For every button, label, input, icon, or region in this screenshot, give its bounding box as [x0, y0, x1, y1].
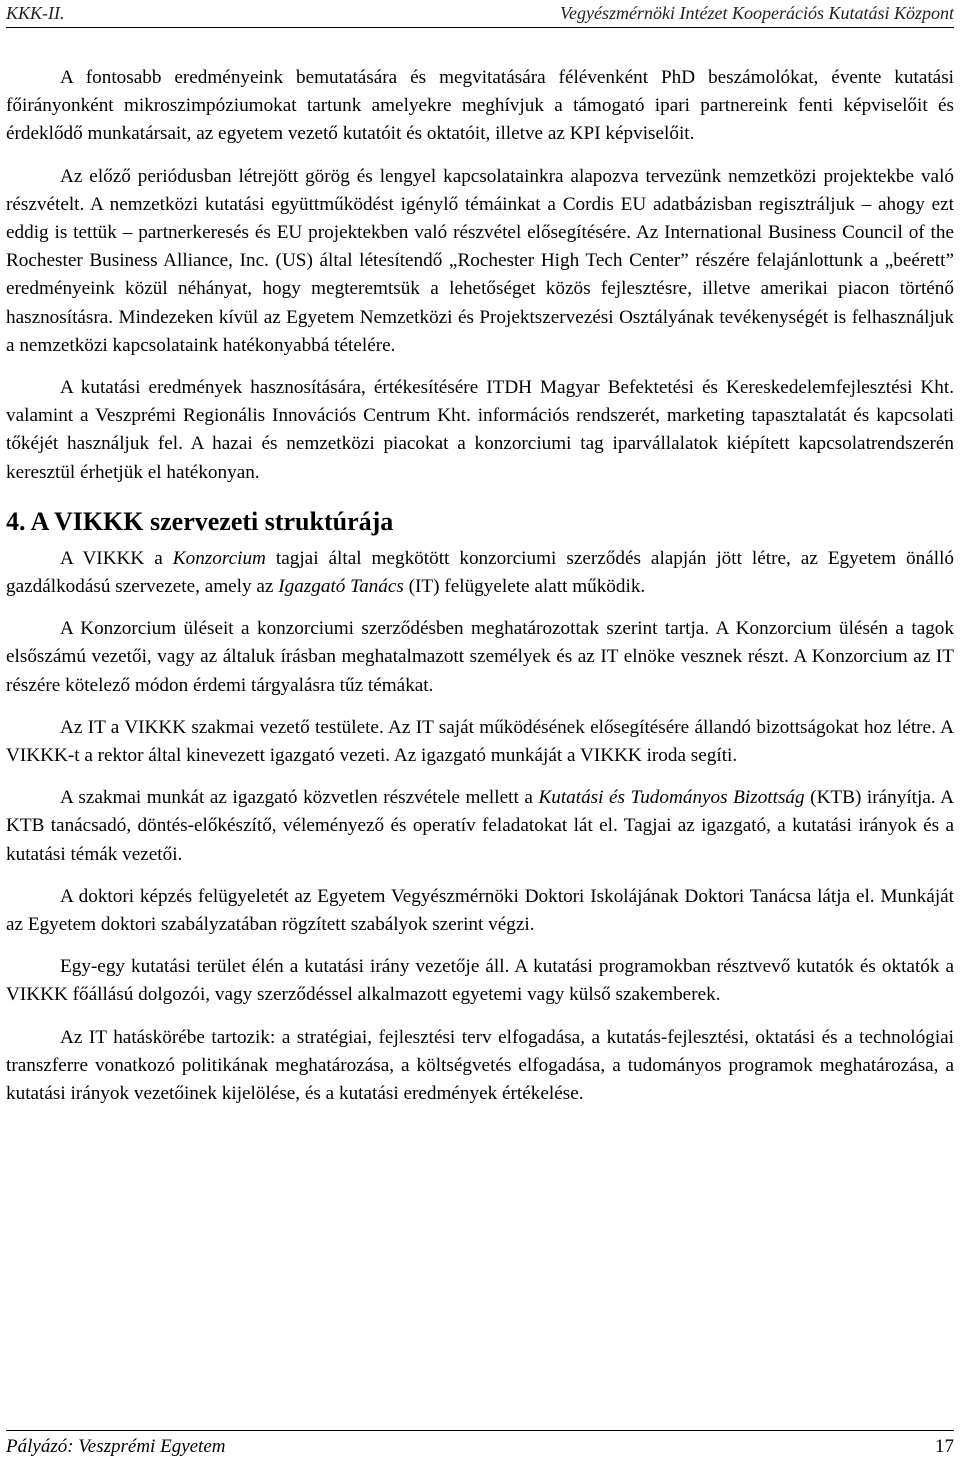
document-body: [6, 64, 954, 1108]
header-document-code: KKK-II.: [6, 3, 65, 23]
paragraph-results-presentation: A fontosabb eredményeink bemutatására és megvitatására félévenként PhD beszámolókat, évente kutatási főirányonként mikroszimpóziumokat tartunk amelyekre meghívjuk a támogató ipari partnereink fenti képviselőit és érdeklődő munkatársait, az egyetem vezető kutatóit és oktatóit, illetve az KPI képviselőit.: [6, 67, 954, 145]
paragraph-exploitation: A kutatási eredmények hasznosítására, értékesítésére ITDH Magyar Befektetési és Kereskedelemfejlesztési Kht. valamint a Veszprémi Regionális Innovációs Centrum Kht. információs rendszerét, marketing tapasztalatát és kapcsolati tőkéjét használjuk fel. A hazai és nemzetközi piacokat a konzorciumi tag iparvállalatok kiépített kapcsolatrendszerén keresztül érhetjük el hatékonyan.: [6, 377, 954, 483]
paragraph-vikkk-intro: A VIKKK a Konzorcium tagjai által megkötött konzorciumi szerződés alapján jött létre, az Egyetem önálló gazdálkodású szervezete, amely az Igazgató Tanács (IT) felügyelete alatt működik.: [6, 547, 954, 598]
paragraph-doctoral: A doktori képzés felügyeletét az Egyetem Vegyészmérnöki Doktori Iskolájának Doktori Tanácsa látja el. Munkáját az Egyetem doktori szabályzatában rögzített szabályok szerint végzi.: [6, 885, 954, 936]
paragraph-international-projects: Az előző periódusban létrejött görög és lengyel kapcsolatainkra alapozva tervezünk nemzetközi projektekbe való részvételt. A nemzetközi kutatási együttműködést igénylő témáinkat a Cordis EU adatbázisban regisztráljuk – ahogy ezt eddig is tettük – partnerkeresés és EU projektekben való részvétel elősegítésére. Az International Business Council of the Rochester Business Alliance, Inc. (US) által létesítendő „Rochester High Tech Center” részére felajánlottunk a „beérett” eredményeink közül néhányat, hogy megteremtsük a lehetőséget közös fejlesztésre, illetve amerikai piacon történő hasznosításra. Mindezeken kívül az Egyetem Nemzetközi és Projektszervezési Osztályának tevékenységét is felhasználjuk a nemzetközi kapcsolataink hatékonyabbá tételére.: [6, 165, 954, 356]
header-institution: Vegyészmérnöki Intézet Kooperációs Kutatási Központ: [560, 3, 954, 23]
paragraph-it-competence: Az IT hatáskörébe tartozik: a stratégiai, fejlesztési terv elfogadása, a kutatás-fejlesztési, oktatási és a technológiai transzferre vonatkozó politikának meghatározása, a költségvetés elfogadása, a tudományos programok meghatározása, a kutatási irányok vezetőinek kijelölése, és a kutatási eredmények értékelése.: [6, 1026, 954, 1105]
paragraph-consortium: A Konzorcium üléseit a konzorciumi szerződésben meghatározottak szerint tartja. A Konzorcium ülésén a tagok elsőszámú vezetői, vagy az általuk írásban meghatalmazott személyek és az IT elnöke vesznek részt. A Konzorcium az IT részére kötelező módon érdemi tárgyalásra tűz témákat.: [6, 618, 954, 696]
paragraph-ktb: A szakmai munkát az igazgató közvetlen részvétele mellett a Kutatási és Tudományos Bizottság (KTB) irányítja. A KTB tanácsadó, döntés-előkészítő, véleményező és operatív feladatokat lát el. Tagjai az igazgató, a kutatási irányok és a kutatási témák vezetői.: [6, 787, 954, 865]
footer-applicant: Pályázó: Veszprémi Egyetem: [6, 1436, 226, 1457]
section-title: 4. A VIKKK szervezeti struktúrája: [6, 506, 394, 536]
page-header: [6, 0, 954, 28]
paragraph-research-areas: Egy-egy kutatási terület élén a kutatási irány vezetője áll. A kutatási programokban résztvevő kutatók és oktatók a VIKKK főállású dolgozói, vagy szerződéssel alkalmazott egyetemi vagy külső szakemberek.: [6, 956, 954, 1006]
paragraph-it-board: Az IT a VIKKK szakmai vezető testülete. Az IT saját működésének elősegítésére állandó bizottságokat hoz létre. A VIKKK-t a rektor által kinevezett igazgató vezeti. Az igazgató munkáját a VIKKK iroda segíti.: [6, 716, 954, 767]
page-number: 17: [935, 1436, 954, 1457]
page-footer: [6, 1430, 954, 1457]
